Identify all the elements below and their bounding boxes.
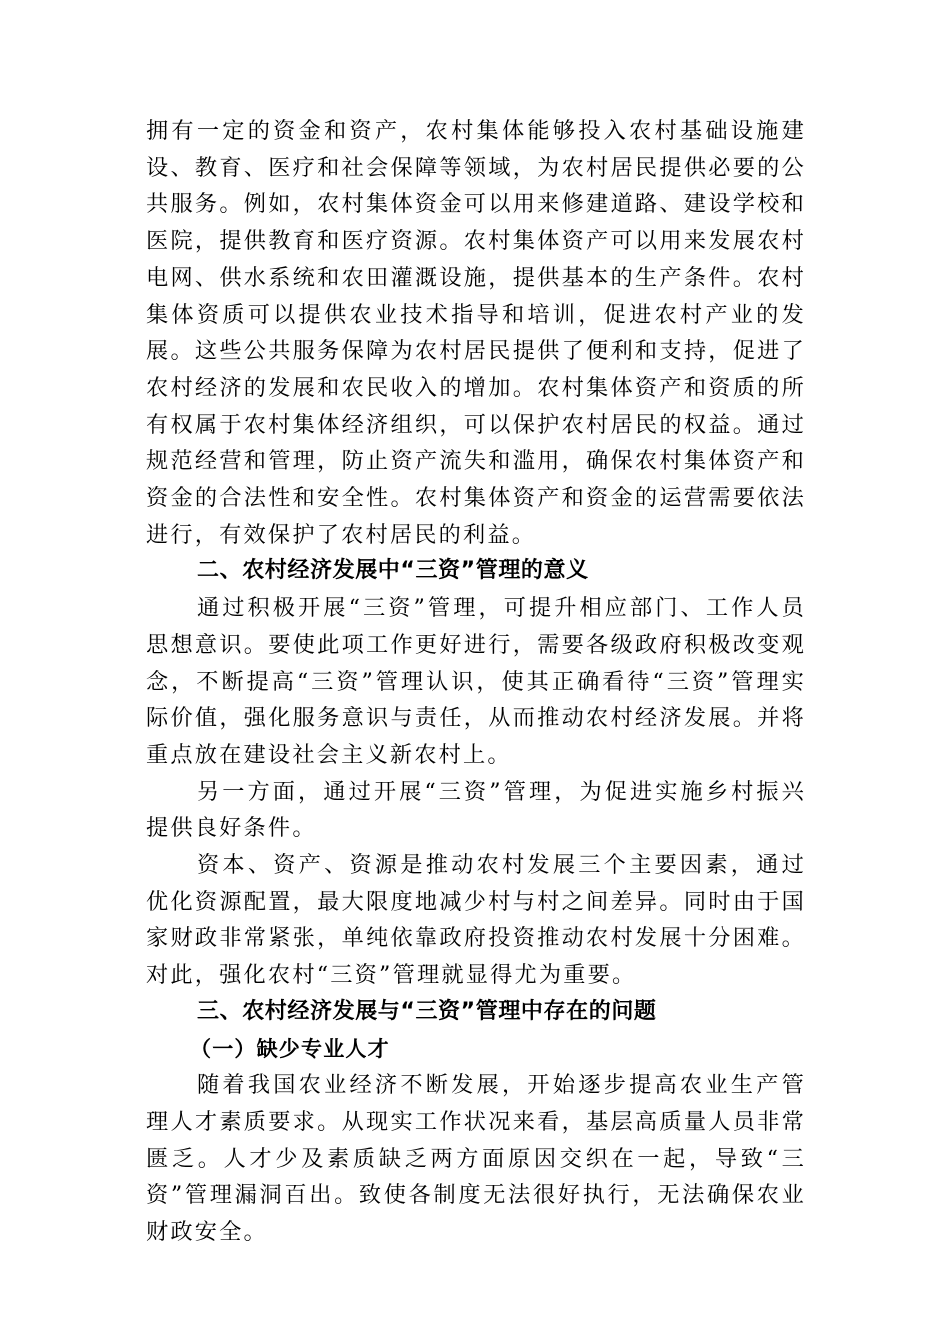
paragraph-continued: 拥有一定的资金和资产，农村集体能够投入农村基础设施建设、教育、医疗和社会保障等领域，为农村居民提供必要的公共服务。例如，农村集体资金可以用来修建道路、建设学校和医院，提供教育和医疗资源。农村集体资产可以用来发展农村电网、供水系统和农田灌溉设施，提供基本的生产条件。农村集体资质可以提供农业技术指导和培训，促进农村产业的发展。这些公共服务保障为农村居民提供了便利和支持，促进了农村经济的发展和农民收入的增加。农村集体资产和资质的所有权属于农村集体经济组织，可以保护农村居民的权益。通过规范经营和管理，防止资产流失和滥用，确保农村集体资产和资金的合法性和安全性。农村集体资产和资金的运营需要依法进行，有效保护了农村居民的利益。 xyxy=(146,118,806,548)
paragraph: 另一方面，通过开展“三资”管理，为促进实施乡村振兴提供良好条件。 xyxy=(146,778,806,842)
paragraph: 随着我国农业经济不断发展，开始逐步提高农业生产管理人才素质要求。从现实工作状况来看，基层高质量人员非常匮乏。人才少及素质缺乏两方面原因交织在一起，导致“三资”管理漏洞百出。致使各制度无法很好执行，无法确保农业财政安全。 xyxy=(146,1072,806,1246)
section-heading-3: 三、农村经济发展与“三资”管理中存在的问题 xyxy=(197,998,657,1024)
paragraph: 通过积极开展“三资”管理，可提升相应部门、工作人员思想意识。要使此项工作更好进行，需要各级政府积极改变观念，不断提高“三资”管理认识，使其正确看待“三资”管理实际价值，强化服务意识与责任，从而推动农村经济发展。并将重点放在建设社会主义新农村上。 xyxy=(146,595,806,768)
subsection-heading: （一）缺少专业人才 xyxy=(190,1036,390,1061)
section-heading-2: 二、农村经济发展中“三资”管理的意义 xyxy=(197,558,589,584)
paragraph: 资本、资产、资源是推动农村发展三个主要因素，通过优化资源配置，最大限度地减少村与村之间差异。同时由于国家财政非常紧张，单纯依靠政府投资推动农村发展十分困难。对此，强化农村“三资”管理就显得尤为重要。 xyxy=(146,852,806,989)
document-body xyxy=(146,113,806,1251)
